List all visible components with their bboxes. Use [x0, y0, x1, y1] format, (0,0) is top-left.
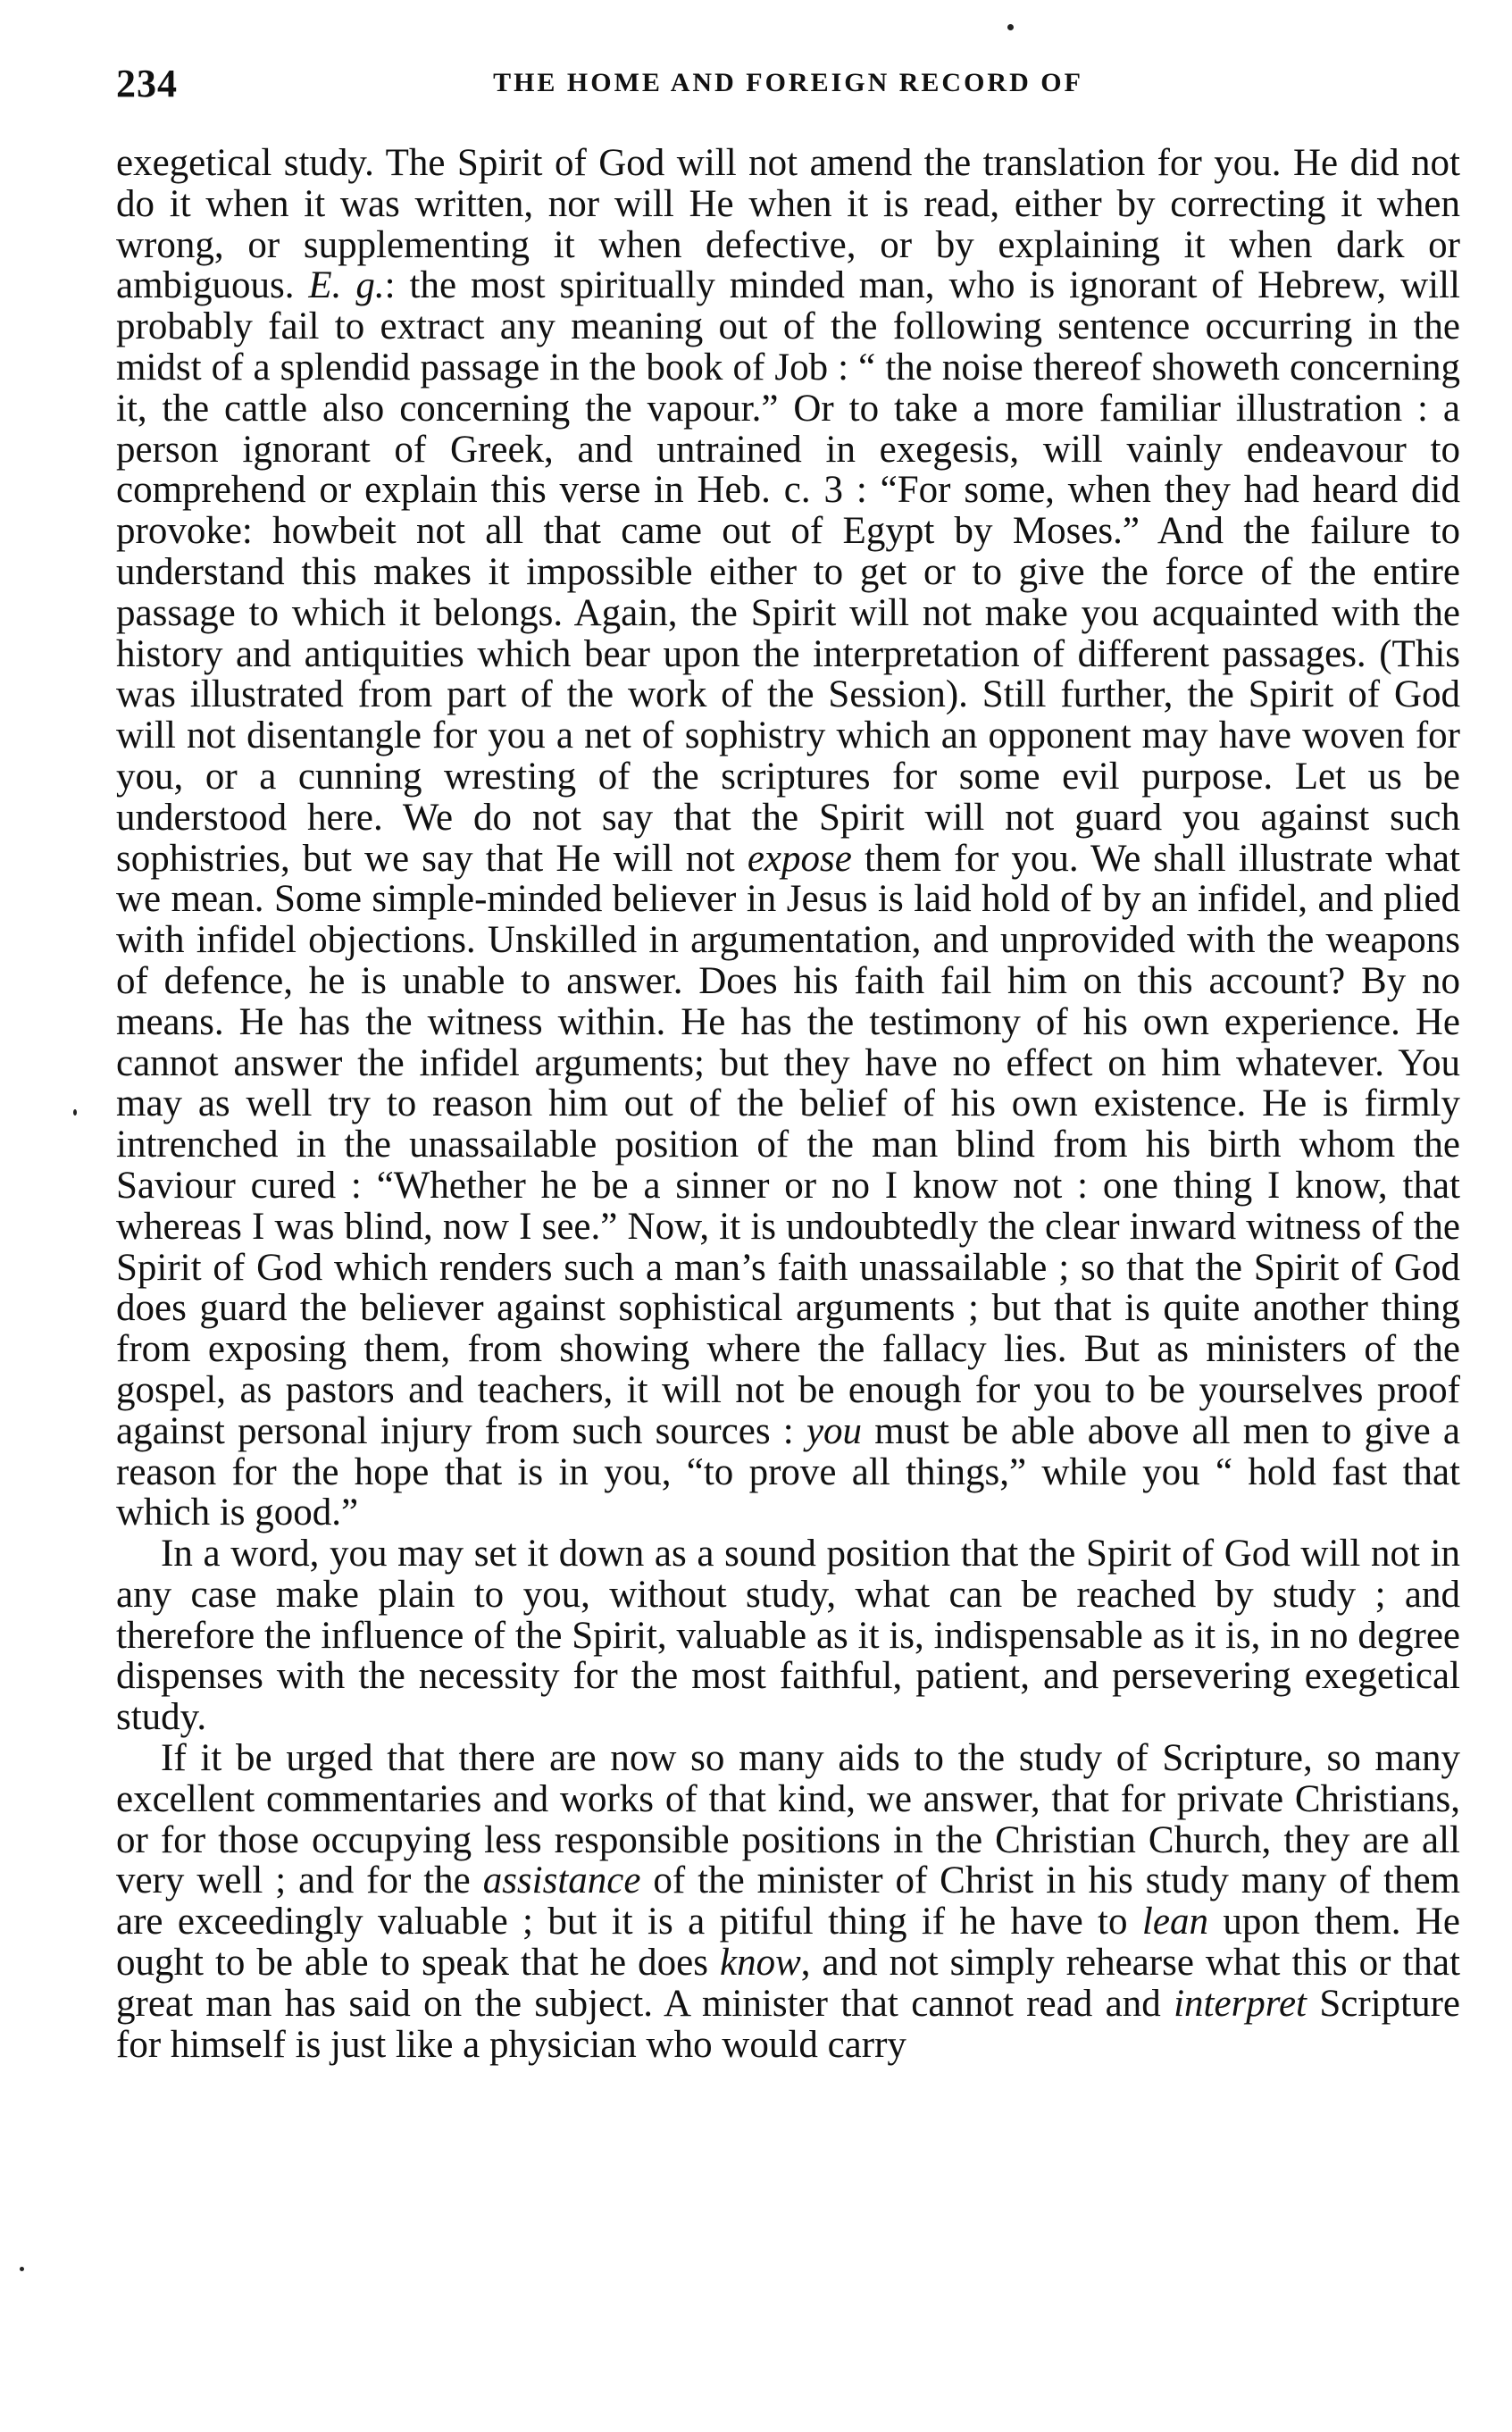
paragraph: [116, 1738, 1460, 2065]
text-run: exegetical study. The Spirit of God will not amend the translation for you. He did not do it when it was written, nor will He when it is read, either by correcting it when wrong, or supplementing it when defective, or by explaining it when dark or ambiguous.: [116, 142, 1460, 307]
body-text: [116, 143, 1460, 2065]
text-run: Scripture for himself is just like a physician who would carry: [116, 1982, 1460, 2066]
running-head: [116, 61, 1460, 105]
emphasis-text: lean: [1141, 1901, 1208, 1943]
text-run: In a word, you may set it down as a sound position that the Spirit of God will not in any case make plain to you, without study, what can be reached by study ; and therefore the influence of the Spirit, valuable as it is, indispensable as it is, in no degree dispenses with the necessity for the most faithful, patient, and persevering exegetical study.: [116, 1533, 1460, 1739]
paragraph: [116, 1534, 1460, 1738]
page-number: 234: [116, 62, 178, 105]
text-run: : the most spiritually minded man, who is ignorant of Hebrew, will probably fail to extract any meaning out of the following sentence occurring in the midst of a splendid passage in the book of Job : “ the noise thereof showeth concerning it, the cattle also concerning the vapour.” Or to take a more familiar illustration : a person ignorant of Greek, and untrained in exegesis, will vainly endeavour to comprehend or explain this verse in Heb. c. 3 : “For some, when they had heard did provoke: howbeit not all that came out of Egypt by Moses.” And the failure to understand this makes it impossible either to get or to give the force of the entire passage to which it belongs. Again, the Spirit will not make you acquainted with the history and antiquities which bear upon the interpretation of different passages. (This was illustrated from part of the work of the Session). Still further, the Spirit of God will not disentangle for you a net of sophistry which an opponent may have woven for you, or a cunning wresting of the scriptures for some evil purpose. Let us be understood here. We do not say that the Spirit will not guard you against such sophistries, but we say that He will not: [116, 264, 1460, 880]
text-run: them for you. We shall illustrate what we mean. Some simple-minded believer in Jesus is laid hold of by an infidel, and plied with infidel objections. Unskilled in argumentation, and unprovided with the weapons of defence, he is unable to answer. Does his faith fail him on this account? By no means. He has the witness within. He has the testimony of his own experience. He cannot answer the infidel arguments; but they have no effect on him whatever. You may as well try to reason him out of the belief of his own existence. He is firmly intrenched in the unassailable position of the man blind from his birth whom the Saviour cured : “Whether he be a sinner or no I know not : one thing I know, that whereas I was blind, now I see.” Now, it is undoubtedly the clear inward witness of the Spirit of God which renders such a man’s faith unassailable ; so that the Spirit of God does guard the believer against sophistical arguments ; but that is quite another thing from exposing them, from showing where the fallacy lies. But as ministers of the gospel, as pastors and teachers, it will not be enough for you to be yourselves proof against personal injury from such sources :: [116, 837, 1461, 1452]
text-run: of the minister of Christ in his study many of them are exceedingly valuable ; but it is a pitiful thing if he have to: [116, 1860, 1460, 1943]
emphasis-text: you: [806, 1409, 863, 1452]
emphasis-text: expose: [747, 837, 852, 880]
text-run: If it be urged that there are now so many aids to the study of Scripture, so many excellent commentaries and works of that kind, we answer, that for private Christians, or for those occupying less responsible positions in the Christian Church, they are all very well ; and for the: [116, 1737, 1460, 1902]
running-title: THE HOME AND FOREIGN RECORD OF: [493, 68, 1083, 97]
ink-speck: [73, 1109, 77, 1116]
emphasis-text: interpret: [1174, 1982, 1307, 2025]
ink-speck: [1007, 24, 1014, 30]
text-run: , and not simply rehearse what this or that great man has said on the subject. A minister that cannot read and: [116, 1942, 1460, 2025]
emphasis-text: E. g.: [308, 264, 385, 307]
text-run: must be able above all men to give a reason for the hope that is in you, “to prove all things,” while you “ hold fast that which is good.”: [116, 1409, 1460, 1534]
text-run: upon them. He ought to be able to speak that he does: [116, 1901, 1460, 1985]
paragraph: [116, 143, 1460, 1534]
emphasis-text: assistance: [482, 1860, 641, 1902]
emphasis-text: know: [719, 1942, 801, 1985]
ink-speck: [20, 2267, 24, 2271]
